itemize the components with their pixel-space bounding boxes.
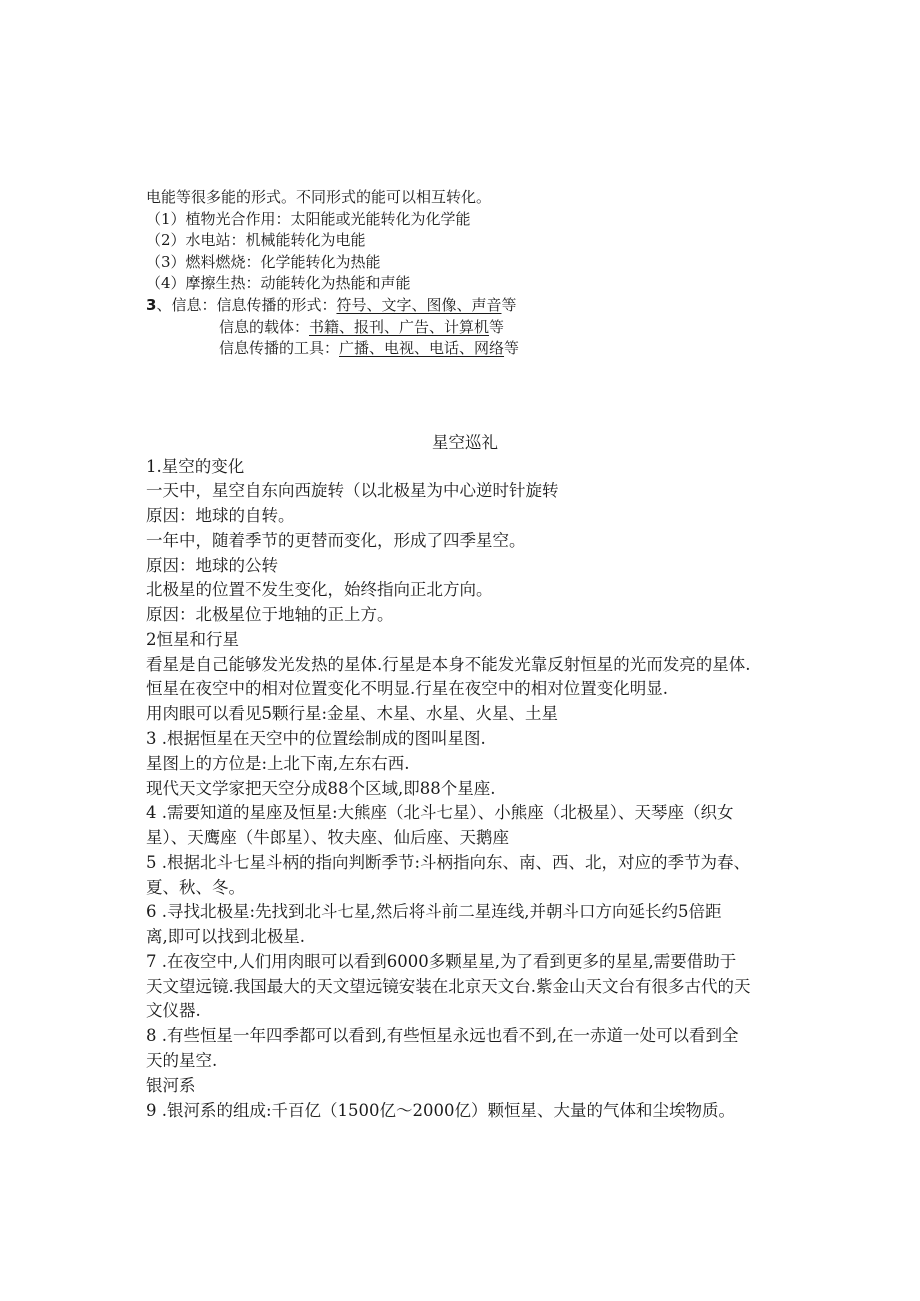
info-items: 符号、文字、图像、声音 [336,295,502,314]
info-number: 3 [146,295,157,314]
info-suffix: 等 [489,317,505,336]
star-notes-section [146,455,846,1124]
text-line: 原因：北极星位于地轴的正上方。 [146,605,394,625]
text-line: （2）水电站：机械能转化为电能 [146,231,366,250]
text-line: 原因：地球的公转 [146,555,278,575]
info-items: 广播、电视、电话、网络 [339,339,505,358]
info-label: 信息传播的形式： [216,295,337,314]
text-line: 文仪器. [146,1001,201,1021]
energy-info-section [146,187,846,360]
text-line: （3）燃料燃烧：化学能转化为热能 [146,252,381,271]
text-line: 星）、天鹰座（牛郎星）、牧夫座、仙后座、天鹅座 [146,828,509,848]
text-line: （1）植物光合作用：太阳能或光能转化为化学能 [146,209,471,228]
text-line: 3 .根据恒星在天空中的位置绘制成的图叫星图. [146,729,486,749]
text-line: （4）摩擦生热：动能转化为热能和声能 [146,274,411,293]
info-heading [146,296,216,314]
text-line: 原因：地球的自转。 [146,506,295,526]
text-line: 天文望远镜.我国最大的天文望远镜安装在北京天文台.紫金山天文台有很多古代的天 [146,976,751,996]
info-row-tools [146,338,846,360]
text-line: 现代天文学家把天空分成88个区域,即88个星座. [146,778,496,798]
info-heading-text: 、信息： [156,295,217,314]
text-line: 恒星在夜空中的相对位置变化不明显.行星在夜空中的相对位置变化明显. [146,679,668,699]
info-label: 信息的载体： [219,317,310,336]
info-items: 书籍、报刊、广告、计算机 [309,317,490,336]
text-line: 离,即可以找到北极星. [146,927,305,947]
info-suffix: 等 [504,339,520,358]
text-line: 一年中，随着季节的更替而变化，形成了四季星空。 [146,530,526,550]
info-row-carriers [146,317,846,339]
info-row-forms [146,295,846,317]
text-line: 一天中，星空自东向西旋转（以北极星为中心逆时针旋转 [146,481,559,501]
text-line: 星图上的方位是:上北下南,左东右西. [146,753,410,773]
text-line: 银河系 [146,1075,196,1095]
text-line: 9 .银河系的组成:千百亿（1500亿～2000亿）颗恒星、大量的气体和尘埃物质。 [146,1100,736,1120]
text-line: 用肉眼可以看见5颗行星:金星、木星、水星、火星、土星 [146,704,559,724]
text-line: 看星是自己能够发光发热的星体.行星是本身不能发光靠反射恒星的光而发亮的星体. [146,654,751,674]
text-line: 8 .有些恒星一年四季都可以看到,有些恒星永远也看不到,在一赤道一处可以看到全 [146,1026,739,1046]
text-line: 4 .需要知道的星座及恒星:大熊座（北斗七星）、小熊座（北极星）、天琴座（织女 [146,803,734,823]
info-suffix: 等 [501,295,517,314]
text-line: 北极星的位置不发生变化，始终指向正北方向。 [146,580,493,600]
text-line: 5 .根据北斗七星斗柄的指向判断季节:斗柄指向东、南、西、北，对应的季节为春、 [146,852,751,872]
text-line: 夏、秋、冬。 [146,877,245,897]
text-line: 2恒星和行星 [146,629,239,649]
text-line: 6 .寻找北极星:先找到北斗七星,然后将斗前二星连线,并朝斗口方向延长约5倍距 [146,902,722,922]
section-title: 星空巡礼 [432,433,498,452]
info-label: 信息传播的工具： [219,339,340,358]
text-line: 7 .在夜空中,人们用肉眼可以看到6000多颗星星,为了看到更多的星星,需要借助于 [146,951,737,971]
text-line: 天的星空. [146,1050,218,1070]
text-line: 电能等很多能的形式。不同形式的能可以相互转化。 [146,188,492,206]
text-line: 1.星空的变化 [146,456,245,476]
